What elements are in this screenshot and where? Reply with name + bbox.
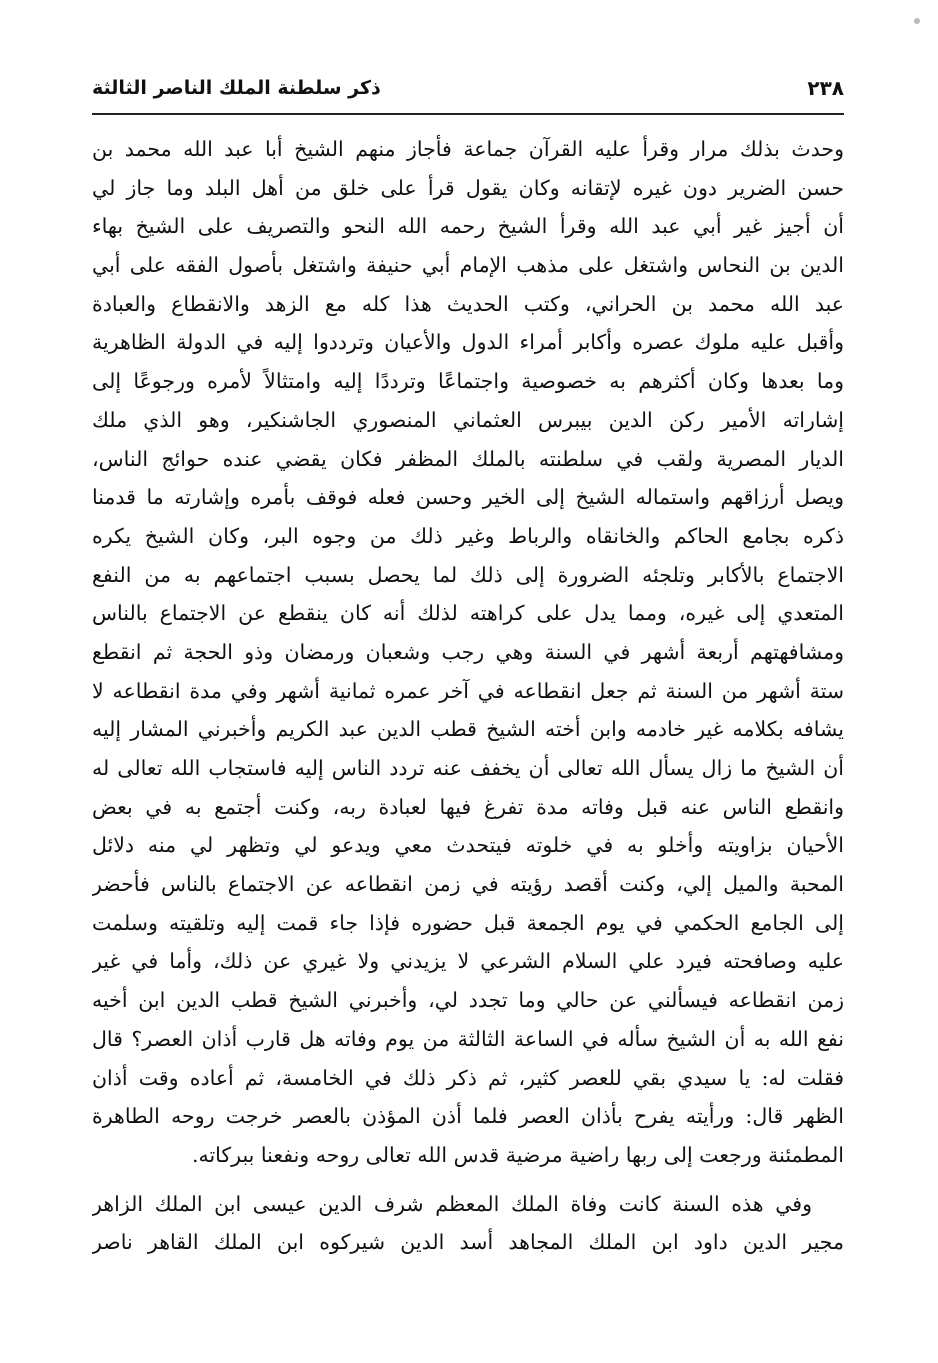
text-line: يشافه بكلامه غير خادمه وابن أخته الشيخ قطب الدين عبد الكريم وأخبرني المشار إليه [92, 717, 844, 742]
text-line: الدين بن النحاس واشتغل على مذهب الإمام أبي حنيفة واشتغل بأصول الفقه على أبي [92, 253, 844, 278]
running-title: ذكر سلطنة الملك الناصر الثالثة [92, 77, 381, 99]
paragraph [92, 1185, 844, 1262]
text-line: زمن انقطاعه فيسألني عن حالي وما تجدد لي، وأخبرني الشيخ قطب الدين ابن أخيه [92, 988, 844, 1013]
text-line: الظهر قال: ورأيته يفرح بأذان العصر فلما أذن المؤذن بالعصر خرجت روحه الطاهرة [92, 1104, 844, 1129]
text-line: فقلت له: يا سيدي بقي للعصر كثير، ثم ذكر ذلك في الخامسة، ثم أعاده وقت أذان [92, 1065, 844, 1090]
text-line: ويصل أرزاقهم واستماله الشيخ إلى الخير وحسن فعله فوقف بأمره وإشارته ما قدمنا [92, 485, 844, 510]
text-line: وحدث بذلك مرار وقرأ عليه القرآن جماعة فأجاز منهم الشيخ أبا عبد الله محمد بن [92, 137, 844, 161]
text-line: الأحيان بزاويته وأخلو به في خلوته فيتحدث معي ويدعو لي وتظهر لي منه دلائل [92, 833, 844, 858]
text-line: الديار المصرية ولقب في سلطنته بالملك المظفر فكان يقضي عنده حوائج الناس، [92, 446, 844, 471]
text-line: أن أجيز غير أبي عبد الله وقرأ الشيخ رحمه الله النحو والتصريف على الشيخ بهاء [92, 214, 844, 239]
body-text [92, 130, 844, 1262]
running-header [92, 72, 844, 104]
paragraph [92, 130, 844, 1175]
text-line: وانقطع الناس عنه قبل وفاته مدة تفرغ فيها لعبادة ربه، وكنت أجتمع به في بعض [92, 794, 844, 819]
paragraph-gap [92, 1175, 844, 1185]
text-line: مجير الدين داود ابن الملك المجاهد أسد الدين شيركوه ابن الملك القاهر ناصر [92, 1230, 844, 1255]
text-line: إلى الجامع الحكمي في يوم الجمعة قبل حضوره فإذا جاء قمت إليه وتلقيته وسلمت [92, 910, 844, 935]
page-number: ٢٣٨ [807, 76, 844, 100]
text-line: ذكره بجامع الحاكم والخانقاه والرباط وغير ذلك من وجوه البر، وكان الشيخ يكره [92, 523, 844, 548]
text-line: المحبة والميل إلي، وكنت أقصد رؤيته في زمن انقطاعه عن الاجتماع بالناس فأحضر [92, 872, 844, 897]
text-line: عليه وصافحته فيرد علي السلام الشرعي لا يزيدني ولا غيري عن ذلك، وأما في غير [92, 949, 844, 974]
header-divider [92, 113, 844, 115]
text-line: ستة أشهر من السنة ثم جعل انقطاعه في آخر عمره ثمانية أشهر وفي مدة انقطاعه لا [92, 678, 844, 703]
scan-speck [914, 18, 920, 24]
text-line: المتعدي إلى غيره، ومما يدل على كراهته لذلك أنه كان ينقطع عن الاجتماع بالناس [92, 601, 844, 626]
text-line: إشاراته الأمير ركن الدين بيبرس العثماني المنصوري الجاشنكير، وهو الذي ملك [92, 407, 844, 432]
text-line: حسن الضرير دون غيره لإتقانه وكان يقول قرأ على خلق من أهل البلد وما جاز لي [92, 175, 844, 200]
text-line: أن الشيخ ما زال يسأل الله تعالى أن يخفف عنه تردد الناس إليه فاستجاب الله تعالى له [92, 756, 844, 780]
text-line: نفع الله به أن الشيخ سأله في الساعة الثالثة من يوم وفاته هل قارب أذان العصر؟ قال [92, 1026, 844, 1051]
text-line: وفي هذه السنة كانت وفاة الملك المعظم شرف الدين عيسى ابن الملك الزاهر [92, 1191, 812, 1216]
text-line: المطمئنة ورجعت إلى ربها راضية مرضية قدس الله تعالى روحه ونفعنا ببركاته. [191, 1142, 844, 1167]
text-line: وأقبل عليه ملوك عصره وأكابر أمراء الدول والأعيان وترددوا إليه في الدولة الظاهرية [92, 330, 844, 355]
text-line: الاجتماع بالأكابر وتلجئه الضرورة إلى ذلك لما يحصل بسبب اجتماعهم به من النفع [92, 562, 844, 587]
text-line: ومشافهتهم أربعة أشهر في السنة وهي رجب وشعبان ورمضان وذو الحجة ثم انقطع [92, 639, 844, 664]
text-line: عبد الله محمد بن الحراني، وكتب الحديث هذا كله مع الزهد والانقطاع والعبادة [92, 291, 844, 316]
text-line: وما بعدها وكان أكثرهم به خصوصية واجتماعًا وترددًا إليه وامتثالاً لأمره ورجوعًا إلى [92, 369, 844, 394]
